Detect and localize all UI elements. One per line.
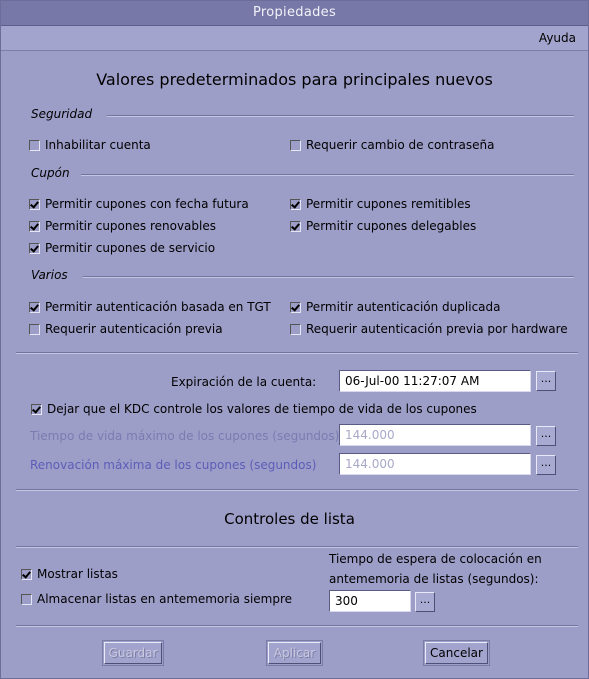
checkbox-indicator (29, 324, 40, 335)
checkbox-indicator (21, 594, 32, 605)
cache-timeout-field[interactable]: 300 (329, 590, 411, 612)
checkbox-indicator (290, 140, 301, 151)
forwardable-tickets-checkbox[interactable] (290, 197, 471, 211)
max-life-label: Tiempo de vida máximo de los cupones (segundos) (30, 429, 340, 443)
checkbox-indicator (21, 569, 32, 580)
section-divider (16, 546, 578, 548)
section-divider (16, 352, 578, 354)
kdc-control-checkbox[interactable] (31, 402, 477, 416)
checkbox-indicator (290, 302, 301, 313)
list-controls-title: Controles de lista (224, 510, 355, 528)
cache-timeout-label-line1: Tiempo de espera de colocación en (329, 552, 542, 566)
require-password-change-label: Requerir cambio de contraseña (306, 138, 495, 152)
cancel-button[interactable]: Cancelar (425, 642, 488, 664)
cache-lists-checkbox[interactable] (21, 592, 292, 606)
checkbox-indicator (29, 302, 40, 313)
tgt-auth-label: Permitir autenticación basada en TGT (45, 300, 271, 314)
max-renew-label: Renovación máxima de los cupones (segundos) (30, 458, 317, 472)
show-lists-label: Mostrar listas (37, 567, 118, 581)
max-life-field[interactable]: 144.000 (339, 424, 531, 446)
renewable-tickets-checkbox[interactable] (29, 219, 216, 233)
page-title: Valores predeterminados para principales nuevos (96, 70, 493, 89)
apply-button[interactable]: Aplicar (268, 642, 321, 664)
account-expiration-label: Expiración de la cuenta: (171, 375, 317, 389)
cache-lists-label: Almacenar listas en antememoria siempre (37, 592, 293, 606)
section-divider (83, 276, 574, 278)
checkbox-indicator (29, 243, 40, 254)
window-titlebar[interactable] (1, 1, 588, 26)
save-button[interactable]: Guardar (104, 642, 162, 664)
cache-timeout-label-line2: antememoria de listas (segundos): (329, 572, 539, 586)
account-expiration-field[interactable]: 06-Jul-00 11:27:07 AM (339, 370, 531, 392)
checkbox-indicator (29, 221, 40, 232)
max-renew-browse-button[interactable]: ... (536, 455, 556, 475)
checkbox-indicator (290, 199, 301, 210)
preauth-checkbox[interactable] (29, 322, 223, 336)
duplicate-auth-checkbox[interactable] (290, 300, 501, 314)
proxiable-tickets-checkbox[interactable] (290, 219, 476, 233)
disable-account-checkbox[interactable] (29, 138, 151, 152)
kdc-control-label: Dejar que el KDC controle los valores de tiempo de vida de los cupones (47, 402, 477, 416)
duplicate-auth-label: Permitir autenticación duplicada (306, 300, 501, 314)
section-divider (107, 115, 574, 117)
disable-account-label: Inhabilitar cuenta (45, 138, 151, 152)
section-label-ticket: Cupón (31, 166, 70, 180)
window-title: Propiedades (252, 5, 337, 20)
checkbox-indicator (290, 221, 301, 232)
checkbox-indicator (29, 199, 40, 210)
max-renew-field[interactable]: 144.000 (339, 453, 531, 475)
max-life-browse-button[interactable]: ... (536, 426, 556, 446)
menu-help[interactable]: Ayuda (538, 31, 576, 45)
checkbox-indicator (31, 404, 42, 415)
postdated-tickets-label: Permitir cupones con fecha futura (45, 197, 249, 211)
tgt-auth-checkbox[interactable] (29, 300, 271, 314)
hardware-preauth-checkbox[interactable] (290, 322, 568, 336)
cache-timeout-browse-button[interactable]: ... (415, 592, 435, 612)
section-divider (81, 174, 574, 176)
require-password-change-checkbox[interactable] (290, 138, 495, 152)
proxiable-tickets-label: Permitir cupones delegables (306, 219, 477, 233)
preauth-label: Requerir autenticación previa (45, 322, 223, 336)
service-tickets-label: Permitir cupones de servicio (45, 241, 216, 255)
postdated-tickets-checkbox[interactable] (29, 197, 249, 211)
service-tickets-checkbox[interactable] (29, 241, 215, 255)
checkbox-indicator (29, 140, 40, 151)
account-expiration-browse-button[interactable]: ... (536, 371, 556, 391)
section-divider (16, 489, 578, 491)
section-divider (16, 625, 578, 627)
menu-bar (1, 26, 588, 51)
hardware-preauth-label: Requerir autenticación previa por hardware (306, 322, 568, 336)
checkbox-indicator (290, 324, 301, 335)
show-lists-checkbox[interactable] (21, 567, 118, 581)
renewable-tickets-label: Permitir cupones renovables (45, 219, 216, 233)
section-label-misc: Varios (31, 268, 68, 282)
forwardable-tickets-label: Permitir cupones remitibles (306, 197, 471, 211)
section-label-security: Seguridad (31, 107, 93, 121)
